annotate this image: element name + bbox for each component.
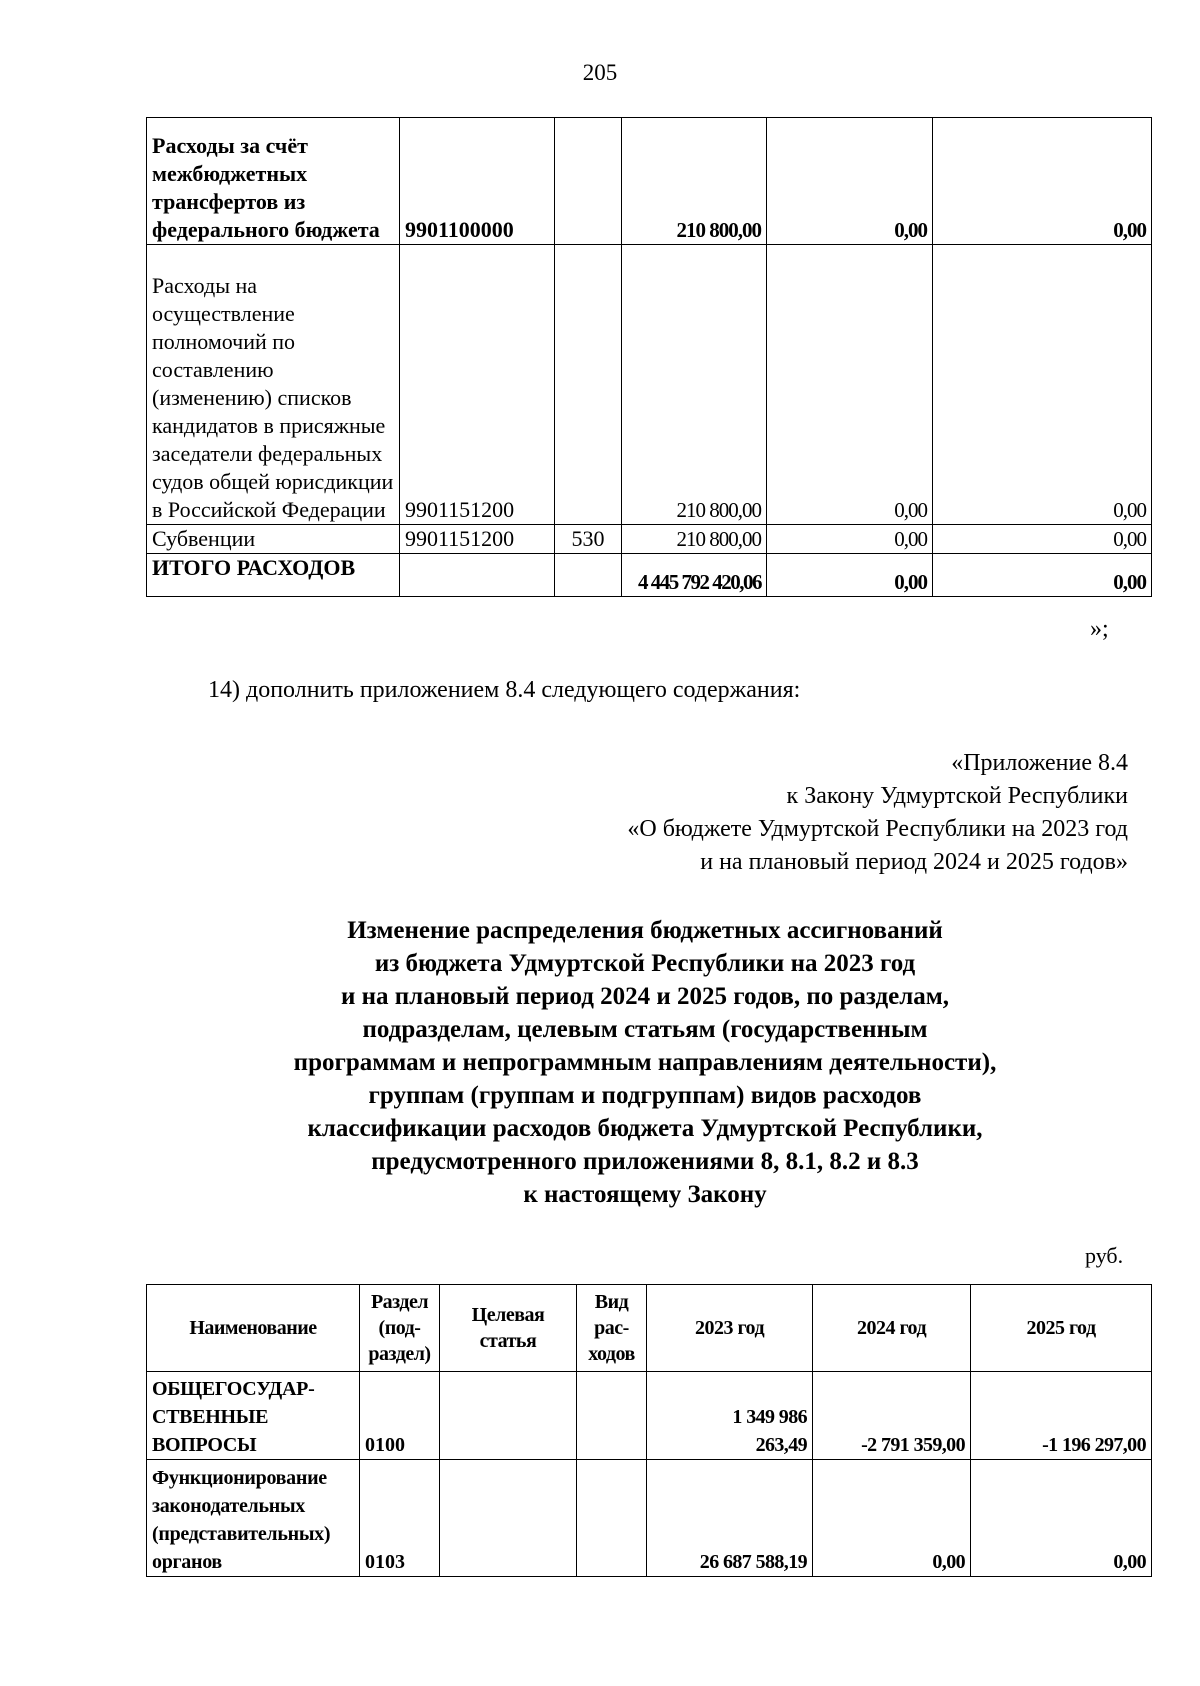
expense-kind [577,1372,647,1460]
title-line: из бюджета Удмуртской Республики на 2023 год [374,950,916,977]
expense-kind: 530 [555,525,622,554]
appendix-line: «О бюджете Удмуртской Республики на 2023 год [627,816,1128,842]
amount-2024: 0,00 [767,554,933,597]
target-code [400,554,555,597]
row-name: Расходы на осуществление полномочий по составлению (изменению) списков кандидатов в присяжные заседатели федеральных судов общей юрисдикции в Российской Федерации [147,245,400,525]
amount-2025: 0,00 [933,245,1152,525]
amount-2023: 26 687 588,19 [647,1460,813,1577]
header-section: Раздел (под-раздел) [360,1285,440,1372]
row-name: Функционирование законодательных (представительных) органов [147,1460,360,1577]
amount-2024: -2 791 359,00 [813,1372,971,1460]
title-line: Изменение распределения бюджетных ассигнований [347,917,943,944]
row-name: ОБЩЕГОСУДАР-СТВЕННЫЕ ВОПРОСЫ [147,1372,360,1460]
title-line: группам (группам и подгруппам) видов расходов [368,1082,922,1109]
amount-2025: -1 196 297,00 [971,1372,1152,1460]
target-code: 9901151200 [400,245,555,525]
table-row [147,1372,1152,1460]
expense-kind [555,554,622,597]
table-row [147,525,1152,554]
header-2025: 2025 год [971,1285,1152,1372]
target-code: 9901100000 [400,118,555,245]
amount-2023: 210 800,00 [622,118,767,245]
appendix-header [0,747,1128,879]
table-header-row [147,1285,1152,1372]
title-line: программам и непрограммным направлениям деятельности), [293,1049,997,1076]
amount-2025: 0,00 [933,554,1152,597]
header-kind: Вид рас-ходов [577,1285,647,1372]
amount-2024: 0,00 [813,1460,971,1577]
section-code: 0100 [360,1372,440,1460]
page-number: 205 [582,60,618,85]
appendix-line: «Приложение 8.4 [951,750,1128,776]
amount-2024: 0,00 [767,118,933,245]
budget-allocation-table [146,1284,1152,1577]
amount-2025: 0,00 [933,118,1152,245]
header-2023: 2023 год [647,1285,813,1372]
amendment-paragraph: 14) дополнить приложением 8.4 следующего содержания: [208,677,801,703]
header-2024: 2024 год [813,1285,971,1372]
appendix-line: и на плановый период 2024 и 2025 годов» [700,849,1128,875]
amount-2023: 210 800,00 [622,525,767,554]
title-line: к настоящему Закону [523,1181,767,1208]
currency-unit: руб. [1085,1243,1124,1268]
title-line: подразделам, целевым статьям (государственным [362,1016,928,1043]
table-row [147,554,1152,597]
target-code [440,1460,577,1577]
table-row [147,118,1152,245]
header-name: Наименование [147,1285,360,1372]
amount-2023: 4 445 792 420,06 [622,554,767,597]
amount-2025: 0,00 [971,1460,1152,1577]
amount-2023: 210 800,00 [622,245,767,525]
table-row [147,1460,1152,1577]
row-name: Расходы за счёт межбюджетных трансфертов из федерального бюджета [147,118,400,245]
row-name: Субвенции [147,525,400,554]
row-name: ИТОГО РАСХОДОВ [147,554,400,597]
expense-kind [577,1460,647,1577]
document-title [0,914,1200,1211]
target-code [440,1372,577,1460]
title-line: классификации расходов бюджета Удмуртской Республики, [307,1115,983,1142]
target-code: 9901151200 [400,525,555,554]
amount-2024: 0,00 [767,245,933,525]
amount-2024: 0,00 [767,525,933,554]
amount-2025: 0,00 [933,525,1152,554]
section-code: 0103 [360,1460,440,1577]
closing-quote: »; [1090,616,1109,642]
expenses-table-continuation [146,117,1152,597]
expense-kind [555,245,622,525]
title-line: и на плановый период 2024 и 2025 годов, по разделам, [340,983,950,1010]
expense-kind [555,118,622,245]
table-row [147,245,1152,525]
title-line: предусмотренного приложениями 8, 8.1, 8.2 и 8.3 [371,1148,919,1175]
header-target: Целевая статья [440,1285,577,1372]
amount-2023: 1 349 986 263,49 [647,1372,813,1460]
appendix-line: к Закону Удмуртской Республики [786,783,1128,809]
